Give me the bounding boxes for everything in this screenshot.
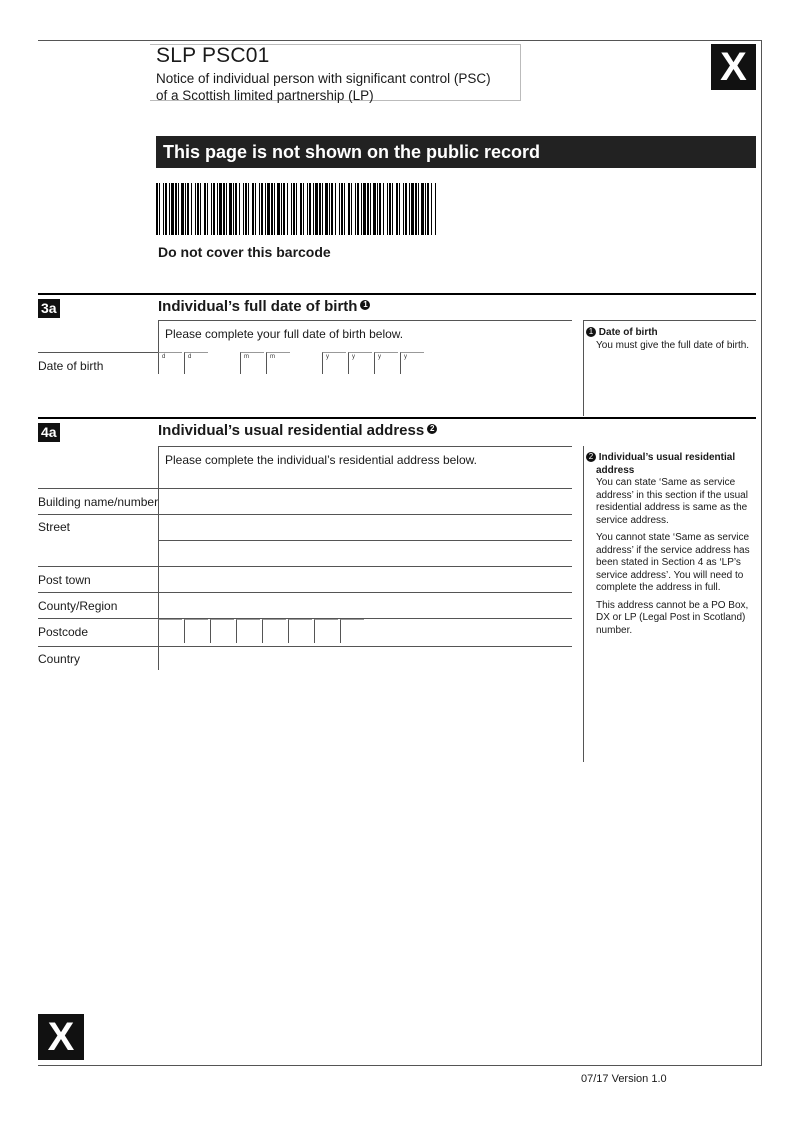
barcode-bar — [291, 183, 292, 235]
barcode-bar — [387, 183, 388, 235]
dob-cell-hint: y — [326, 354, 329, 360]
bottom-border — [38, 1065, 761, 1066]
section-3a-divider — [38, 293, 756, 295]
post-town-input[interactable] — [160, 568, 570, 590]
dob-label: Date of birth — [38, 359, 104, 373]
street-label: Street — [38, 520, 71, 534]
barcode-bar — [329, 183, 330, 235]
section-3a-instr-left — [158, 320, 159, 352]
barcode-bar — [307, 183, 308, 235]
barcode-bar — [367, 183, 369, 235]
barcode-bar — [245, 183, 247, 235]
barcode-bar — [252, 183, 254, 235]
dob-cell[interactable] — [322, 352, 346, 374]
row-rule-post-town — [38, 566, 572, 567]
dob-cell-hint: y — [404, 354, 407, 360]
form-code: SLP PSC01 — [156, 44, 270, 67]
dob-cell-hint: m — [270, 354, 275, 360]
barcode-bar — [223, 183, 225, 235]
side-note-4a-p2: You cannot state ‘Same as service address’ if the service address has been stated in Section 4 as ‘LP’s service address’. You will need to complete the address in full. — [596, 532, 750, 593]
barcode-bar — [219, 183, 222, 235]
barcode-bar — [267, 183, 270, 235]
barcode-bar — [379, 183, 381, 235]
barcode-bar — [331, 183, 333, 235]
side-note-3a-top — [583, 320, 756, 321]
barcode-bar — [277, 183, 280, 235]
barcode-bar — [195, 183, 196, 235]
barcode-bar — [411, 183, 414, 235]
barcode-bar — [405, 183, 407, 235]
barcode-bar — [281, 183, 282, 235]
barcode-bar — [303, 183, 304, 235]
dob-cell[interactable] — [184, 352, 208, 374]
barcode-bar — [361, 183, 362, 235]
version-label: 07/17 Version 1.0 — [581, 1073, 667, 1085]
barcode-bar — [421, 183, 424, 235]
barcode-bar — [341, 183, 343, 235]
barcode-bar — [363, 183, 366, 235]
post-town-label: Post town — [38, 573, 91, 587]
barcode-bar — [197, 183, 199, 235]
barcode-bar — [243, 183, 244, 235]
barcode-bar — [261, 183, 263, 235]
postcode-cell[interactable] — [314, 619, 338, 643]
barcode-bar — [233, 183, 234, 235]
barcode-bar — [355, 183, 356, 235]
barcode-bar — [213, 183, 215, 235]
side-marker-2: 2 — [586, 452, 596, 462]
barcode-bar — [211, 183, 212, 235]
footer-x-mark: X — [38, 1014, 84, 1060]
barcode-bar — [418, 183, 419, 235]
barcode-bar — [370, 183, 371, 235]
barcode-bar — [399, 183, 400, 235]
section-4a-title-text: Individual’s usual residential address — [158, 422, 425, 439]
barcode-bar — [319, 183, 321, 235]
barcode-bar — [229, 183, 232, 235]
row-rule-country — [38, 646, 572, 647]
barcode-bar — [357, 183, 359, 235]
section-4a-badge: 4a — [38, 423, 60, 442]
barcode-bar — [300, 183, 302, 235]
section-3a-instruction: Please complete your full date of birth below. — [165, 327, 404, 341]
side-note-3a — [586, 327, 751, 352]
postcode-label: Postcode — [38, 625, 89, 639]
barcode-bar — [191, 183, 192, 235]
barcode-bar — [274, 183, 275, 235]
dob-cell-hint: d — [162, 354, 166, 360]
section-3a-title-text: Individual’s full date of birth — [158, 298, 358, 315]
dob-cell[interactable] — [374, 352, 398, 374]
building-input[interactable] — [160, 490, 570, 512]
county-input[interactable] — [160, 594, 570, 616]
barcode-bar — [239, 183, 240, 235]
barcode-bar — [204, 183, 206, 235]
street-input[interactable] — [160, 516, 570, 538]
note-marker-2: 2 — [427, 424, 437, 434]
barcode-bar — [403, 183, 404, 235]
section-4a-instr-top — [158, 446, 572, 447]
barcode-bar — [392, 183, 393, 235]
top-border — [38, 40, 761, 41]
barcode-bar — [431, 183, 432, 235]
barcode-bar — [200, 183, 201, 235]
barcode-bar — [293, 183, 295, 235]
barcode-bar — [409, 183, 410, 235]
side-note-3a-title: Date of birth — [598, 327, 658, 338]
barcode-bar — [313, 183, 314, 235]
barcode-bar — [344, 183, 345, 235]
barcode-bar — [207, 183, 208, 235]
barcode-bar — [283, 183, 285, 235]
barcode-bar — [373, 183, 376, 235]
postcode-cell[interactable] — [158, 619, 182, 643]
section-4a-title — [158, 422, 437, 439]
dob-cell-hint: y — [352, 354, 355, 360]
right-border — [761, 40, 762, 1066]
side-note-3a-divider — [583, 320, 584, 416]
form-subtitle-line1: Notice of individual person with significant control (PSC) — [156, 71, 491, 86]
barcode-note: Do not cover this barcode — [158, 244, 331, 260]
dob-cell[interactable] — [400, 352, 424, 374]
barcode-bar — [427, 183, 429, 235]
side-note-4a-p1: You can state ‘Same as service address’ in this section if the usual residential address is same as the service address. — [596, 477, 748, 526]
barcode-bar — [396, 183, 398, 235]
barcode-bar — [235, 183, 237, 235]
corner-x-mark: X — [711, 44, 756, 90]
postcode-cell[interactable] — [262, 619, 286, 643]
not-public-banner: This page is not shown on the public record — [156, 136, 756, 168]
section-4a-instruction: Please complete the individual’s residential address below. — [165, 453, 477, 467]
dob-cell[interactable] — [240, 352, 264, 374]
barcode-bar — [389, 183, 391, 235]
barcode-bar — [187, 183, 189, 235]
side-note-4a — [586, 452, 751, 637]
barcode-bar — [315, 183, 318, 235]
dob-cell[interactable] — [348, 352, 372, 374]
side-note-4a-title2: address — [596, 464, 635, 476]
dob-label-rule — [38, 352, 158, 353]
form-subtitle-line2: of a Scottish limited partnership (LP) — [156, 88, 374, 103]
dob-cell[interactable] — [266, 352, 290, 374]
barcode — [156, 183, 438, 235]
county-label: County/Region — [38, 599, 118, 613]
barcode-bar — [383, 183, 384, 235]
section-3a-title — [158, 298, 370, 315]
side-note-4a-p3: This address cannot be a PO Box, DX or LP (Legal Post in Scotland) number. — [596, 599, 749, 636]
row-rule-building — [38, 488, 572, 489]
section-4a-divider — [38, 417, 756, 419]
section-3a-instr-top — [158, 320, 572, 321]
note-marker-1: 1 — [360, 300, 370, 310]
barcode-bar — [335, 183, 336, 235]
dob-cell-hint: d — [188, 354, 192, 360]
barcode-bar — [156, 183, 158, 235]
barcode-bar — [217, 183, 218, 235]
side-note-4a-title1: Individual’s usual residential — [598, 452, 736, 463]
barcode-bar — [377, 183, 378, 235]
row-rule-county — [38, 592, 572, 593]
row-rule-street2 — [158, 540, 572, 541]
side-note-4a-divider — [583, 446, 584, 762]
postcode-cell[interactable] — [236, 619, 260, 643]
postcode-cell[interactable] — [340, 619, 364, 643]
barcode-bar — [248, 183, 249, 235]
barcode-bar — [325, 183, 328, 235]
barcode-bar — [259, 183, 260, 235]
barcode-bar — [425, 183, 426, 235]
barcode-bar — [169, 183, 170, 235]
barcode-bar — [265, 183, 266, 235]
barcode-bar — [351, 183, 352, 235]
barcode-bar — [339, 183, 340, 235]
barcode-bar — [255, 183, 256, 235]
barcode-bar — [163, 183, 164, 235]
barcode-bar — [309, 183, 311, 235]
barcode-bar — [178, 183, 179, 235]
dob-cell-hint: m — [244, 354, 249, 360]
barcode-bar — [159, 183, 160, 235]
barcode-bar — [322, 183, 323, 235]
barcode-bar — [175, 183, 177, 235]
country-input[interactable] — [160, 648, 570, 670]
barcode-bar — [296, 183, 297, 235]
dob-cell[interactable] — [158, 352, 182, 374]
barcode-bar — [181, 183, 184, 235]
barcode-bar — [348, 183, 350, 235]
barcode-bar — [171, 183, 174, 235]
postcode-cell[interactable] — [184, 619, 208, 643]
postcode-cell[interactable] — [288, 619, 312, 643]
barcode-bar — [435, 183, 436, 235]
postcode-cell[interactable] — [210, 619, 234, 643]
barcode-bar — [226, 183, 227, 235]
barcode-bar — [287, 183, 288, 235]
row-rule-street — [38, 514, 572, 515]
country-label: Country — [38, 652, 81, 666]
side-note-3a-text: You must give the full date of birth. — [596, 339, 750, 351]
barcode-bar — [165, 183, 167, 235]
barcode-bar — [271, 183, 273, 235]
barcode-bar — [415, 183, 417, 235]
street-line2-input[interactable] — [160, 542, 570, 564]
dob-cell-hint: y — [378, 354, 381, 360]
side-marker-1: 1 — [586, 327, 596, 337]
barcode-bar — [185, 183, 186, 235]
building-label: Building name/number — [38, 495, 159, 509]
section-3a-badge: 3a — [38, 299, 60, 318]
